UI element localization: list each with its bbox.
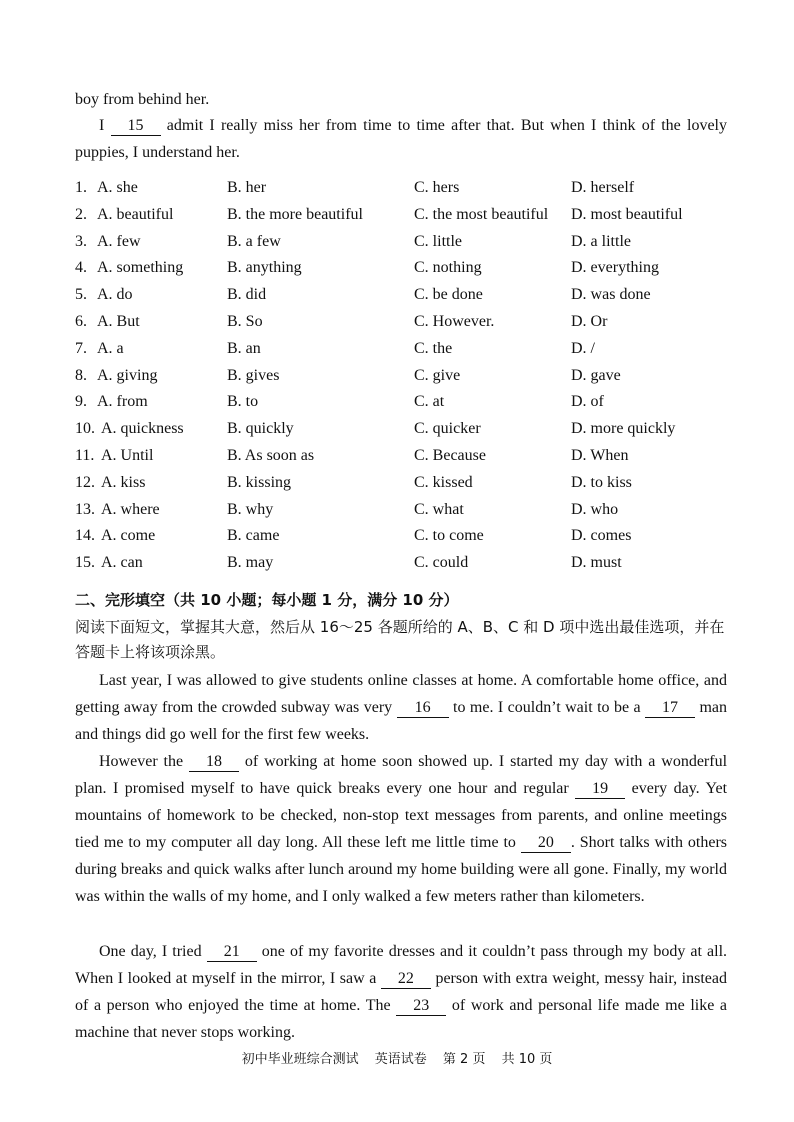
- option-b: B. her: [227, 179, 267, 196]
- option-b: B. why: [227, 500, 274, 518]
- option-row: [75, 553, 727, 580]
- option-a: A. But: [97, 313, 140, 330]
- option-a: A. can: [101, 554, 143, 572]
- option-row: [75, 473, 727, 500]
- question-number: 14.: [75, 527, 95, 545]
- option-c: C. quicker: [414, 420, 481, 438]
- passage-text: Last year, I was allowed to give students online classes at home. A comfortable home office, and getting away from the crowded subway was very: [75, 672, 727, 716]
- option-c: C. to come: [414, 527, 484, 545]
- option-c: C. the: [414, 339, 453, 357]
- option-d: D. must: [571, 554, 622, 572]
- option-b: B. came: [227, 527, 280, 545]
- option-b: B. anything: [227, 259, 302, 277]
- passage-text: one of my favorite dresses and it couldn’t pass through my body at all. When I looked at myself in the mirror, I saw a: [75, 943, 728, 987]
- passage-paragraph-1: [75, 667, 727, 748]
- option-d: D. was done: [571, 286, 651, 304]
- passage-text: person with extra weight, messy hair, instead of a person who enjoyed the time at home. The: [75, 970, 727, 1014]
- option-d: D. most beautiful: [571, 205, 683, 223]
- footer-subject: 英语试卷: [374, 1052, 427, 1067]
- option-d: D. When: [571, 447, 629, 464]
- option-a: A. do: [97, 286, 133, 304]
- option-b: B. quickly: [227, 420, 294, 438]
- passage-text: of working at home soon showed up. I started my day with a wonderful plan. I promised myself to have quick breaks every one hour and regular: [75, 753, 728, 797]
- question-number: 1.: [75, 179, 87, 196]
- passage-text: . Short talks with others during breaks and quick walks after lunch around my home building were all gone. Finally, my world was within the walls of my home, and I only walked a few meters rather than kilometers.: [75, 834, 728, 905]
- option-row: [75, 232, 727, 259]
- footer-total-pages: 共 10 页: [501, 1052, 553, 1067]
- blank-19: 19: [575, 780, 625, 799]
- option-d: D. gave: [571, 366, 621, 384]
- option-row: [75, 392, 727, 419]
- option-a: A. she: [97, 179, 138, 196]
- q15-text-after: admit I really miss her from time to time after that. But when I think of the lovely puppies, I understand her.: [75, 117, 727, 161]
- option-row: [75, 312, 727, 339]
- option-b: B. kissing: [227, 473, 292, 491]
- blank-21: 21: [207, 943, 257, 962]
- q15-paragraph: [75, 112, 727, 166]
- question-number: 3.: [75, 232, 87, 250]
- question-number: 6.: [75, 313, 87, 330]
- footer-exam-name: 初中毕业班综合测试: [241, 1052, 359, 1067]
- blank-17: 17: [645, 699, 695, 718]
- option-c: C. However.: [414, 313, 495, 330]
- q15-blank: 15: [111, 117, 161, 136]
- option-row: [75, 339, 727, 366]
- option-a: A. come: [101, 527, 156, 545]
- option-a: A. kiss: [101, 473, 146, 491]
- option-row: [75, 366, 727, 393]
- blank-18: 18: [189, 753, 239, 772]
- passage-text: every day. Yet mountains of homework to be checked, non-stop text messages from parents, and online meetings tied me to my computer all day long. All these left me little time to: [75, 780, 728, 851]
- option-c: C. little: [414, 232, 462, 250]
- option-c: C. nothing: [414, 259, 482, 277]
- option-row: [75, 526, 727, 553]
- blank-22: 22: [381, 970, 431, 989]
- option-a: A. where: [101, 500, 160, 518]
- option-row: [75, 446, 727, 473]
- footer-page-number: 第 2 页: [442, 1052, 486, 1067]
- section-instructions: 阅读下面短文，掌握其大意，然后从 16～25 各题所给的 A、B、C 和 D 项中选出最佳选项，并在答题卡上将该项涂黑。: [75, 618, 725, 661]
- question-number: 12.: [75, 473, 95, 491]
- option-a: A. quickness: [101, 420, 184, 438]
- option-b: B. As soon as: [227, 447, 315, 464]
- option-row: [75, 258, 727, 285]
- question-number: 5.: [75, 286, 87, 304]
- option-d: D. who: [571, 500, 619, 518]
- question-number: 2.: [75, 205, 87, 223]
- option-row: [75, 285, 727, 312]
- passage-text: to me. I couldn’t wait to be a: [453, 699, 641, 716]
- option-b: B. the more beautiful: [227, 205, 363, 223]
- question-number: 8.: [75, 366, 87, 384]
- option-row: [75, 178, 727, 205]
- option-a: A. from: [97, 393, 148, 411]
- option-d: D. herself: [571, 179, 635, 196]
- option-b: B. So: [227, 313, 263, 330]
- option-a: A. beautiful: [97, 205, 174, 223]
- option-b: B. gives: [227, 366, 280, 384]
- blank-20: 20: [521, 834, 571, 853]
- passage-text: of work and personal life made me like a machine that never stops working.: [75, 997, 728, 1041]
- option-a: A. something: [97, 259, 184, 277]
- option-b: B. an: [227, 339, 261, 357]
- option-d: D. to kiss: [571, 473, 632, 491]
- option-row: [75, 419, 727, 446]
- option-c: C. Because: [414, 447, 486, 464]
- passage-text: man and things did go well for the first few weeks.: [75, 699, 728, 743]
- page-footer: [0, 1051, 794, 1069]
- option-a: A. Until: [101, 447, 154, 464]
- option-d: D. more quickly: [571, 420, 676, 438]
- top-fragment: boy from behind her.: [75, 91, 210, 108]
- option-d: D. Or: [571, 313, 608, 330]
- option-d: D. everything: [571, 259, 659, 277]
- passage-paragraph-3: [75, 938, 727, 1046]
- option-b: B. to: [227, 393, 259, 411]
- blank-16: 16: [397, 699, 449, 718]
- option-c: C. give: [414, 366, 461, 384]
- option-a: A. few: [97, 232, 141, 250]
- question-number: 13.: [75, 500, 95, 518]
- q15-text-before: I: [99, 117, 105, 134]
- section-title: 二、完形填空（共 10 小题；每小题 1 分，满分 10 分）: [75, 591, 459, 609]
- passage-text: However the: [99, 753, 184, 770]
- option-c: C. be done: [414, 286, 483, 304]
- option-b: B. a few: [227, 232, 281, 250]
- question-number: 10.: [75, 420, 95, 438]
- option-b: B. did: [227, 286, 267, 304]
- option-d: D. /: [571, 339, 595, 357]
- blank-23: 23: [396, 997, 446, 1016]
- passage-paragraph-2: [75, 748, 727, 910]
- option-row: [75, 500, 727, 527]
- option-c: C. at: [414, 393, 445, 411]
- option-b: B. may: [227, 554, 274, 572]
- option-a: A. a: [97, 339, 124, 357]
- option-a: A. giving: [97, 366, 158, 384]
- option-c: C. what: [414, 500, 464, 518]
- question-number: 7.: [75, 339, 87, 357]
- question-number: 4.: [75, 259, 87, 277]
- option-c: C. hers: [414, 179, 460, 196]
- option-c: C. the most beautiful: [414, 205, 549, 223]
- option-d: D. a little: [571, 232, 631, 250]
- option-d: D. comes: [571, 527, 632, 545]
- passage-text: One day, I tried: [99, 943, 202, 960]
- option-c: C. could: [414, 554, 469, 572]
- option-row: [75, 205, 727, 232]
- question-number: 9.: [75, 393, 87, 411]
- option-d: D. of: [571, 393, 604, 411]
- question-number: 15.: [75, 554, 95, 572]
- question-number: 11.: [75, 447, 95, 464]
- option-c: C. kissed: [414, 473, 473, 491]
